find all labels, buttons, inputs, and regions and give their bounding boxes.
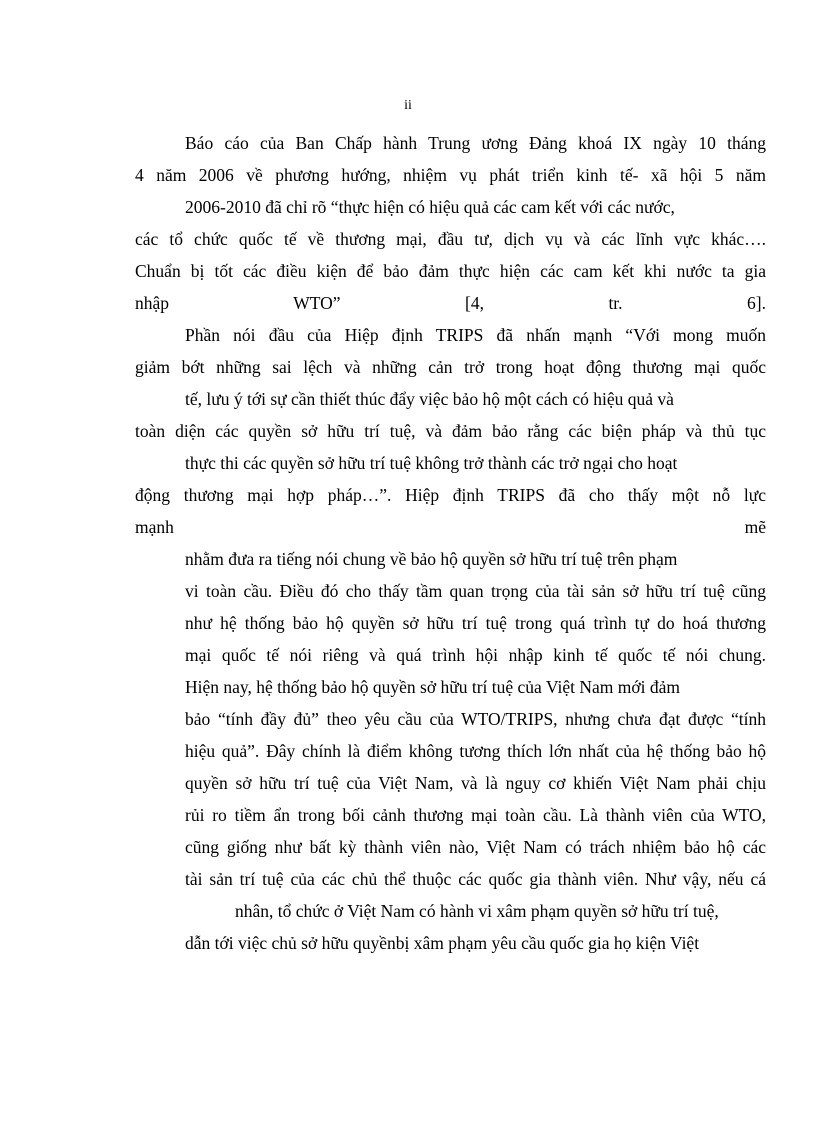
text-line-5: Chuẩn bị tốt các điều kiện để bảo đảm thực hiện các cam kết khi nước ta gia <box>135 261 766 281</box>
text-line-13: mạnh mẽ <box>135 517 766 537</box>
text-line-12: động thương mại hợp pháp…”. Hiệp định TRIPS đã cho thấy một nỗ lực <box>135 485 766 505</box>
text-line-16: như hệ thống bảo hộ quyền sở hữu trí tuệ trong quá trình tự do hoá thương <box>185 613 766 633</box>
text-line-11: thực thi các quyền sở hữu trí tuệ không trở thành các trở ngại cho hoạt <box>185 453 678 473</box>
text-line-24: tài sản trí tuệ của các chủ thể thuộc các quốc gia thành viên. Như vậy, nếu cá <box>185 869 766 889</box>
text-line-7: Phần nói đầu của Hiệp định TRIPS đã nhấn mạnh “Với mong muốn <box>185 325 766 345</box>
page-number: ii <box>404 98 412 113</box>
text-line-19: bảo “tính đầy đủ” theo yêu cầu của WTO/TRIPS, nhưng chưa đạt được “tính <box>185 709 766 729</box>
text-line-26: dẫn tới việc chủ sở hữu quyềnbị xâm phạm yêu cầu quốc gia họ kiện Việt <box>185 933 700 953</box>
text-line-9: tế, lưu ý tới sự cần thiết thúc đẩy việc bảo hộ một cách có hiệu quả và <box>185 389 674 409</box>
text-line-6: nhập WTO” [4, tr. 6]. <box>135 293 766 313</box>
text-line-14: nhằm đưa ra tiếng nói chung về bảo hộ quyền sở hữu trí tuệ trên phạm <box>185 549 678 569</box>
text-line-25: nhân, tổ chức ở Việt Nam có hành vi xâm phạm quyền sở hữu trí tuệ, <box>235 901 719 921</box>
text-line-22: rủi ro tiềm ẩn trong bối cảnh thương mại toàn cầu. Là thành viên của WTO, <box>185 805 766 825</box>
text-line-23: cũng giống như bất kỳ thành viên nào, Việt Nam có trách nhiệm bảo hộ các <box>185 837 766 857</box>
text-line-20: hiệu quả”. Đây chính là điểm không tương thích lớn nhất của hệ thống bảo hộ <box>185 741 766 761</box>
text-line-2: 4 năm 2006 về phương hướng, nhiệm vụ phát triển kinh tế- xã hội 5 năm <box>135 165 766 185</box>
text-line-15: vi toàn cầu. Điều đó cho thấy tầm quan trọng của tài sản sở hữu trí tuệ cũng <box>185 581 766 601</box>
text-line-10: toàn diện các quyền sở hữu trí tuệ, và đảm bảo rằng các biện pháp và thủ tục <box>135 421 766 441</box>
text-line-18: Hiện nay, hệ thống bảo hộ quyền sở hữu trí tuệ của Việt Nam mới đảm <box>185 677 680 697</box>
text-line-4: các tổ chức quốc tế về thương mại, đầu tư, dịch vụ và các lĩnh vực khác…. <box>135 229 766 249</box>
text-line-21: quyền sở hữu trí tuệ của Việt Nam, và là nguy cơ khiến Việt Nam phải chịu <box>185 773 766 793</box>
text-line-17: mại quốc tế nói riêng và quá trình hội nhập kinh tế quốc tế nói chung. <box>185 645 766 665</box>
text-line-1: Báo cáo của Ban Chấp hành Trung ương Đảng khoá IX ngày 10 tháng <box>185 133 766 153</box>
text-line-3: 2006-2010 đã chỉ rõ “thực hiện có hiệu quả các cam kết với các nước, <box>185 197 675 217</box>
text-line-8: giảm bớt những sai lệch và những cản trở trong hoạt động thương mại quốc <box>135 357 766 377</box>
